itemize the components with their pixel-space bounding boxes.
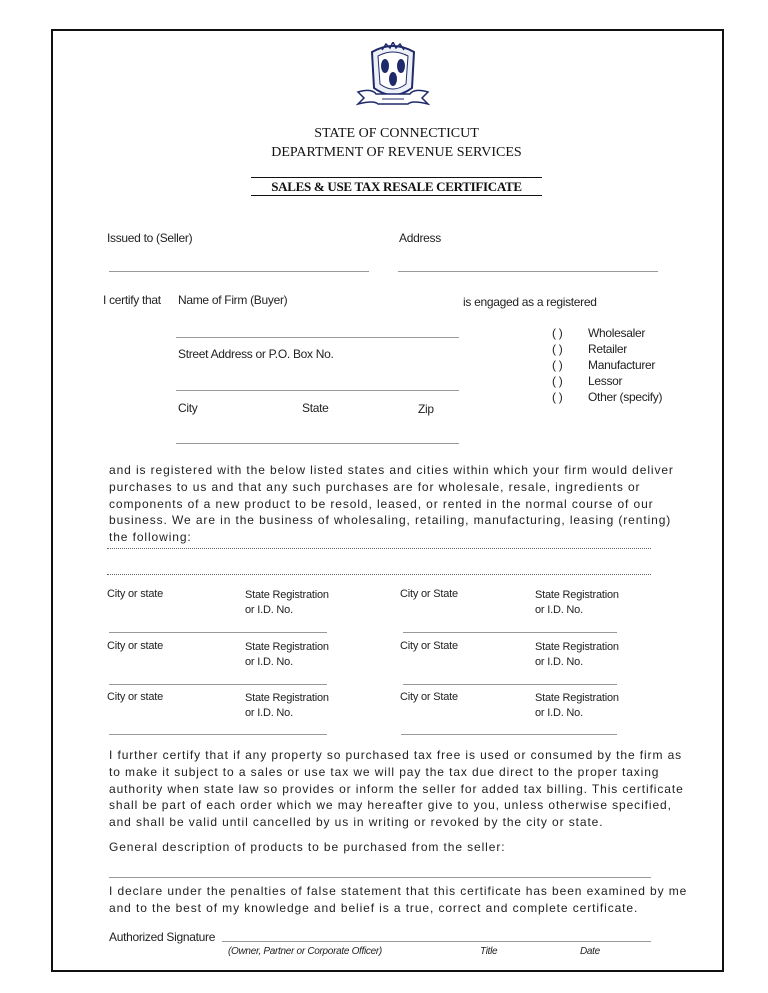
checkbox-other[interactable]: ( ) Other (specify) xyxy=(552,390,663,404)
checkbox-manufacturer[interactable]: ( ) Manufacturer xyxy=(552,358,656,372)
form-title: SALES & USE TAX RESALE CERTIFICATE xyxy=(251,177,542,196)
seller-address-label: Address xyxy=(399,231,441,245)
city-state-zip-field[interactable] xyxy=(176,443,459,444)
date-caption: Date xyxy=(580,946,600,957)
checkbox-lessor[interactable]: ( ) Lessor xyxy=(552,374,623,388)
signature-field[interactable] xyxy=(222,941,651,942)
registration-paragraph: and is registered with the below listed states and cities within which your firm would deliver purchases to us and that any such purchases are for wholesale, resale, ingredients or components of a new product to be resold, leased, or rented in the normal course of our business. We are in the business of wholesaling, retailing, manufacturing, leasing (renting) the following: xyxy=(109,463,674,545)
title-caption: Title xyxy=(480,946,498,957)
products-line-2[interactable] xyxy=(107,574,651,575)
city-or-state-label: City or State xyxy=(400,691,458,703)
issued-to-label: Issued to (Seller) xyxy=(107,231,193,245)
state-registration-label: State Registration or I.D. No. xyxy=(245,692,329,719)
state-name: STATE OF CONNECTICUT xyxy=(314,126,479,141)
registration-field[interactable] xyxy=(109,734,327,735)
city-or-state-label: City or state xyxy=(107,640,164,652)
signature-label: Authorized Signature xyxy=(109,930,216,944)
general-description-field[interactable] xyxy=(109,877,651,878)
certify-label: I certify that xyxy=(103,293,161,307)
street-address-label: Street Address or P.O. Box No. xyxy=(178,347,334,361)
registration-field[interactable] xyxy=(109,632,327,633)
state-registration-label: State Registration or I.D. No. xyxy=(535,692,619,719)
registration-field[interactable] xyxy=(403,632,617,633)
state-registration-label: State Registration or I.D. No. xyxy=(245,589,329,616)
state-registration-label: State Registration or I.D. No. xyxy=(535,641,619,668)
registration-field[interactable] xyxy=(403,684,617,685)
seller-address-field[interactable] xyxy=(398,271,658,272)
state-registration-label: State Registration or I.D. No. xyxy=(245,641,329,668)
checkbox-retailer[interactable]: ( ) Retailer xyxy=(552,342,627,356)
street-address-field[interactable] xyxy=(176,390,459,391)
registration-field[interactable] xyxy=(401,734,617,735)
department-name: DEPARTMENT OF REVENUE SERVICES xyxy=(271,145,522,160)
city-or-state-label: City or state xyxy=(107,588,164,600)
state-label: State xyxy=(302,401,329,415)
firm-name-label: Name of Firm (Buyer) xyxy=(178,293,288,307)
zip-label: Zip xyxy=(418,402,434,416)
state-seal-icon xyxy=(352,42,434,112)
checkbox-wholesaler[interactable]: ( ) Wholesaler xyxy=(552,326,646,340)
seller-name-field[interactable] xyxy=(109,271,369,272)
products-line-1[interactable] xyxy=(107,548,651,549)
owner-caption: (Owner, Partner or Corporate Officer) xyxy=(228,946,382,957)
further-certify-paragraph: I further certify that if any property so purchased tax free is used or consumed by the firm as to make it subject to a sales or use tax we will pay the tax due direct to the proper taxing authority when state law so provides or inform the seller for added tax billing. This certificate shall be part of each order which we may hereafter give to you, unless otherwise specified, and shall be valid until cancelled by us in writing or revoked by the city or state. xyxy=(109,748,684,830)
city-or-state-label: City or state xyxy=(107,691,164,703)
city-label: City xyxy=(178,401,198,415)
declaration-paragraph: I declare under the penalties of false statement that this certificate has been examined by me and to the best of my knowledge and belief is a true, correct and complete certificate. xyxy=(109,884,688,915)
firm-name-field[interactable] xyxy=(176,337,459,338)
state-registration-label: State Registration or I.D. No. xyxy=(535,589,619,616)
general-description-label: General description of products to be purchased from the seller: xyxy=(109,840,506,854)
city-or-state-label: City or State xyxy=(400,588,458,600)
registration-field[interactable] xyxy=(109,684,327,685)
city-or-state-label: City or State xyxy=(400,640,458,652)
engaged-label: is engaged as a registered xyxy=(463,295,597,309)
